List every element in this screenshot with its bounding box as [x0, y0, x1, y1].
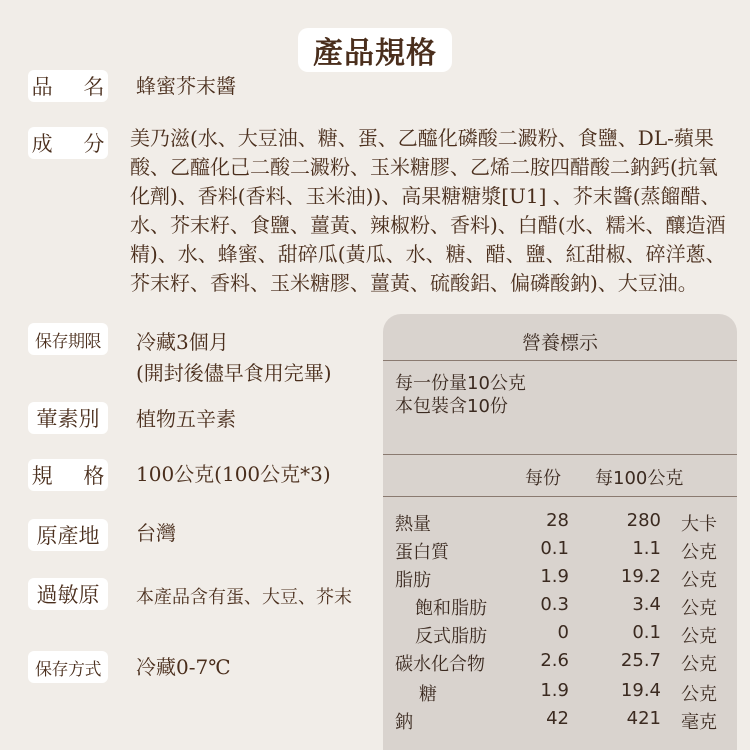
- ingredients-line: 芥末籽、香料、玉米糖膠、薑黃、硫酸鋁、偏磷酸鈉)、大豆油。: [130, 271, 698, 295]
- nutrient-unit: 公克: [681, 542, 717, 563]
- nutrition-row: [383, 594, 737, 622]
- ingredients-line: 水、芥末籽、食鹽、薑黃、辣椒粉、香料)、白醋(水、糯米、釀造酒: [130, 213, 726, 237]
- per-100g-value: 25.7: [620, 650, 661, 671]
- ingredients-line: 美乃滋(水、大豆油、糖、蛋、乙醯化磷酸二澱粉、食鹽、DL-蘋果: [130, 126, 714, 150]
- product-name-value: 蜂蜜芥末醬: [136, 74, 236, 98]
- diet-type-label: 葷素別: [28, 402, 108, 434]
- per-100g-value: 280: [626, 510, 661, 531]
- ingredients-line: 酸、乙醯化己二酸二澱粉、玉米糖膠、乙烯二胺四醋酸二鈉鈣(抗氧: [130, 155, 718, 179]
- nutrient-unit: 毫克: [681, 712, 717, 733]
- per-serving-value: 0.1: [540, 538, 569, 559]
- nutrient-name: 脂肪: [395, 570, 431, 591]
- per-serving-value: 0.3: [540, 594, 569, 615]
- product-name-label: 品 名: [28, 70, 108, 102]
- nutrient-unit: 公克: [681, 626, 717, 647]
- column-header-per-100g: 每100公克: [595, 468, 684, 489]
- nutrition-row: [383, 680, 737, 708]
- nutrient-name: 反式脂肪: [415, 626, 487, 647]
- nutrient-name: 鈉: [395, 712, 413, 733]
- shelf-life-value: 冷藏3個月: [136, 330, 229, 354]
- shelf-life-label: 保存期限: [28, 323, 108, 355]
- divider: [383, 454, 737, 455]
- per-serving-value: 1.9: [540, 680, 569, 701]
- per-100g-value: 19.2: [620, 566, 661, 587]
- storage-label: 保存方式: [28, 651, 108, 683]
- nutrition-row: [383, 538, 737, 566]
- ingredients-line: 精)、水、蜂蜜、甜碎瓜(黃瓜、水、糖、醋、鹽、紅甜椒、碎洋蔥、: [130, 242, 726, 266]
- per-100g-value: 0.1: [632, 622, 661, 643]
- shelf-life-note: (開封後儘早食用完畢): [136, 361, 332, 385]
- nutrition-panel: [383, 314, 737, 750]
- ingredients-text: [130, 124, 730, 298]
- nutrition-row: [383, 650, 737, 678]
- divider: [383, 496, 737, 497]
- divider: [383, 360, 737, 361]
- spec-value: 100公克(100公克*3): [136, 462, 331, 486]
- allergen-label: 過敏原: [28, 578, 108, 610]
- nutrition-row: [383, 510, 737, 538]
- origin-value: 台灣: [136, 521, 176, 545]
- nutrition-title: 營養標示: [521, 332, 598, 354]
- nutrient-unit: 公克: [681, 684, 717, 705]
- ingredients-line: 化劑)、香料(香料、玉米油))、高果糖糖漿[U1] 、芥末醬(蒸餾醋、: [130, 184, 721, 208]
- per-100g-value: 19.4: [620, 680, 661, 701]
- ingredients-label: 成 分: [28, 127, 108, 159]
- nutrition-row: [383, 566, 737, 594]
- serving-size: 每一份量10公克: [395, 373, 526, 394]
- nutrition-row: [383, 708, 737, 736]
- nutrient-unit: 大卡: [681, 514, 717, 535]
- per-100g-value: 421: [626, 708, 661, 729]
- per-serving-value: 28: [546, 510, 569, 531]
- per-100g-value: 1.1: [632, 538, 661, 559]
- storage-value: 冷藏0-7℃: [136, 655, 231, 679]
- origin-label: 原產地: [28, 519, 108, 551]
- nutrient-name: 熱量: [395, 514, 431, 535]
- nutrient-unit: 公克: [681, 570, 717, 591]
- page-title: 產品規格: [298, 28, 452, 72]
- nutrient-name: 糖: [419, 684, 437, 705]
- column-header-per-serving: 每份: [525, 468, 561, 489]
- nutrient-name: 飽和脂肪: [415, 598, 487, 619]
- nutrition-serving-info: [395, 372, 526, 418]
- allergen-value: 本產品含有蛋、大豆、芥末: [136, 587, 352, 608]
- diet-type-value: 植物五辛素: [136, 407, 236, 431]
- nutrient-name: 蛋白質: [395, 542, 449, 563]
- per-serving-value: 1.9: [540, 566, 569, 587]
- per-serving-value: 0: [557, 622, 569, 643]
- nutrient-unit: 公克: [681, 598, 717, 619]
- nutrient-name: 碳水化合物: [395, 654, 485, 675]
- nutrient-unit: 公克: [681, 654, 717, 675]
- servings-per-pack: 本包裝含10份: [395, 396, 508, 417]
- nutrition-row: [383, 622, 737, 650]
- spec-label: 規 格: [28, 459, 108, 491]
- per-serving-value: 2.6: [540, 650, 569, 671]
- per-serving-value: 42: [546, 708, 569, 729]
- per-100g-value: 3.4: [632, 594, 661, 615]
